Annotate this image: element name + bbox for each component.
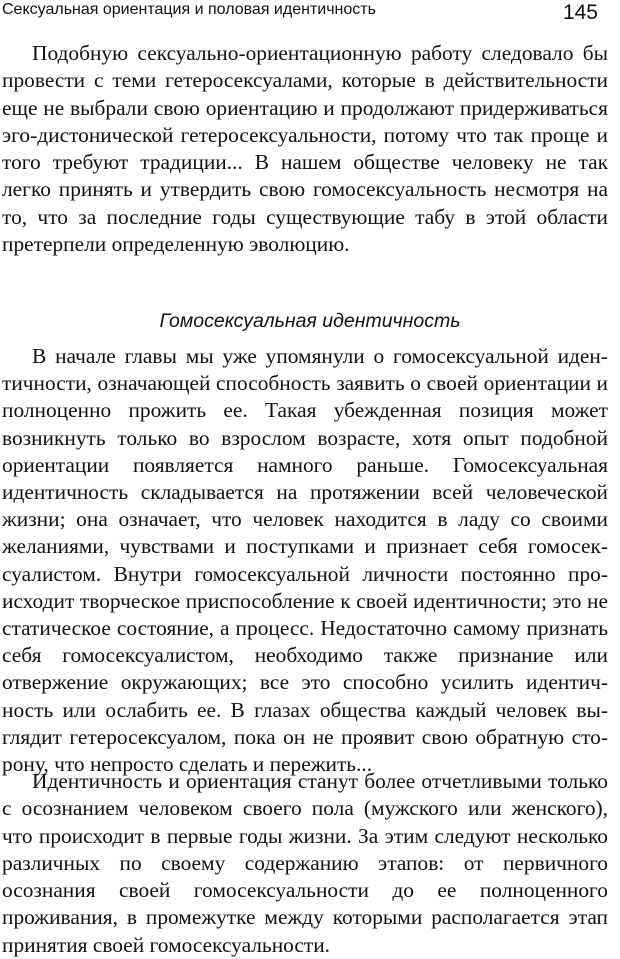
paragraph: Идентичность и ориентация станут более отчетливыми только с осознанием человеком своего пола (мужского или женского), что происходит в первые годы жизни. За этим следуют несколько различных по своему содержанию этапов: от первичного осознания своей гомосексуальности до ее полноценного проживания, в промежутке между которыми располагается этап принятия своей гомосексуальности. xyxy=(2,769,608,957)
running-header: Сексуальная ориентация и половая идентичность xyxy=(2,1,376,18)
section-heading: Гомосексуальная идентичность xyxy=(159,310,461,332)
paragraph-block-1 xyxy=(2,40,608,258)
paragraph-block-2 xyxy=(2,343,608,778)
paragraph-block-3 xyxy=(2,768,608,959)
paragraph: Подобную сексуально-ориентационную работу следовало бы провести с теми гетеросексуалами, которые в действительности еще не выбрали свою ориентацию и продолжают придерживаться эго-дистонической гетеросексуальности, потому что так проще и того требуют традиции... В нашем обществе человеку не так легко принять и утвердить свою гомосексуальность несмотря на то, что за последние годы существующие табу в этой области претерпели определенную эволюцию. xyxy=(2,41,608,257)
paragraph: В начале главы мы уже упомянули о гомосексуальной идентичности, означающей способность заявить о своей ориентации и полноценно прожить ее. Такая убежденная позиция может возникнуть только во взрослом возрасте, хотя опыт подобной ориентации появляется намного раньше. Гомосексуальная идентичность складывается на протяжении всей человеческой жизни; она означает, что человек находится в ладу со своими желаниями, чувствами и поступками и признает себя гомосексуалистом. Внутри гомосексуальной личности постоянно происходит творческое приспособление к своей идентичности; это не статическое состояние, а процесс. Недостаточно самому признать себя гомосексуалистом, необходимо также признание или отвержение окружающих; все это способно усилить идентичность или ослабить ее. В глазах общества каждый человек выглядит гетеросексуалом, пока он не проявит свою обратную сторону, что непросто сделать и пережить... xyxy=(2,344,608,777)
page-number: 145 xyxy=(562,1,598,24)
